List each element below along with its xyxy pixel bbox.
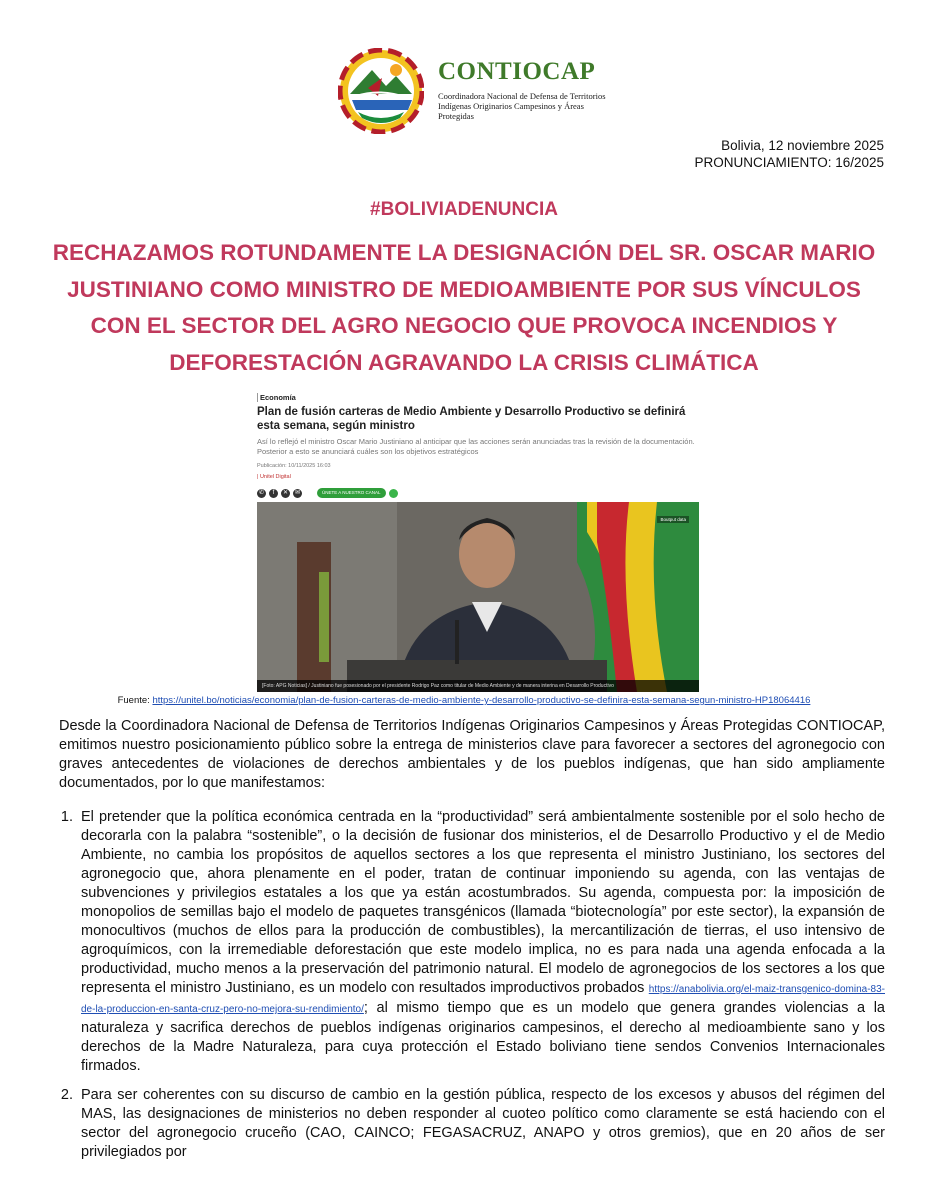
article-lead: Así lo reflejó el ministro Oscar Mario Justiniano al anticipar que las acciones serán anunciadas tras la revisión de la documentación. Posterior a esto se anunciará cuáles son los objetivos estratégicos <box>257 437 695 456</box>
x-icon: ✕ <box>282 489 289 496</box>
list-item <box>59 1086 885 1162</box>
list-item-number: 2. <box>60 1087 73 1103</box>
article-screenshot <box>254 386 702 694</box>
org-logo <box>338 48 606 134</box>
article-source: | Unitel Digital <box>257 474 291 480</box>
article-published: Publicación: 10/11/2025 16:03 <box>257 463 331 469</box>
photo-badge: Boutput data <box>657 516 689 523</box>
evidence-link[interactable]: https://anabolivia.org/el-maiz-transgenico-domina-83-de-la-produccion-en-santa-cruz-pero-no-mejora-su-rendimiento/ <box>81 984 885 1015</box>
hashtag: #BOLIVIADENUNCIA <box>370 199 558 220</box>
org-subtitle <box>438 91 608 121</box>
point-text: El pretender que la política económica centrada en la “productividad” será ambientalmente sostenible por el solo hecho de decorarla con la palabra “sostenible”, o la decisión de fusionar dos ministerios, el de Desarrollo Productivo y el de Medio Ambiente, no cambia los propósitos de aquellos sectores a los que representa el ministro Justiniano, los sectores del agronegocio que, ahora plenamente en el poder, tratan de continuar imponiendo su agenda, con las ventajas de subvenciones y privilegios estatales a los que ya están acostumbrados. Su agenda, compuesta por: la imposición de monopolios de semillas bajo el modelo de paquetes transgénicos (llamada “biotecnología” por este sector), la expansión de monocultivos (muchos de ellos para la producción de combustibles), la mercantilización de tierras, el uso intensivo de agroquímicos, con la irremediable deforestación que este modelo implica, no es para nada una agenda enfocada a la productividad, mucho menos a la preservación del patrimonio natural. El modelo de agronegocios de los sectores a los que representa el ministro Justiniano, es un modelo con resultados improductivos probados <box>81 809 885 996</box>
place-date: Bolivia, 12 noviembre 2025 <box>721 138 884 153</box>
headline: RECHAZAMOS ROTUNDAMENTE LA DESIGNACIÓN DEL SR. OSCAR MARIO JUSTINIANO COMO MINISTRO DE MEDIOAMBIENTE POR SUS VÍNCULOS CON EL SECTOR DEL AGRO NEGOCIO QUE PROVOCA INCENDIOS Y DEFORESTACIÓN AGRAVANDO LA CRISIS CLIMÁTICA <box>52 240 876 375</box>
join-channel-button: ÚNETE A NUESTRO CANAL <box>317 488 386 498</box>
minister-photo-illustration <box>257 502 699 692</box>
list-item <box>59 808 885 1076</box>
intro-paragraph <box>59 717 885 793</box>
article-section: Economía <box>257 393 296 402</box>
org-subtitle-line: Indígenas Originarios Campesinos y Áreas Protegidas <box>438 101 584 121</box>
article-title: Plan de fusión carteras de Medio Ambiente y Desarrollo Productivo se definirá esta semana, según ministro <box>257 406 686 432</box>
share-bar <box>257 487 398 499</box>
facebook-icon: f <box>269 489 278 498</box>
points-list <box>59 808 885 1162</box>
org-name: CONTIOCAP <box>438 58 596 85</box>
org-subtitle-line: Coordinadora Nacional de Defensa de Territorios <box>438 91 606 101</box>
source-label: Fuente: <box>117 695 153 706</box>
contiocap-emblem-icon <box>338 48 424 134</box>
list-item-number: 1. <box>60 809 73 825</box>
source-link[interactable]: https://unitel.bo/noticias/economia/plan-de-fusion-carteras-de-medio-ambiente-y-desarrollo-productivo-se-definira-esta-semana-segun-ministro-HP18064416 <box>152 695 811 706</box>
photo-caption: [Foto: APG Noticias] / Justiniano fue posesionado por el presidente Rodrigo Paz como titular de Medio Ambiente y de manera interina en Desarrollo Productivo <box>257 680 699 692</box>
whatsapp-channel-icon <box>389 489 398 498</box>
statement-number: PRONUNCIAMIENTO: 16/2025 <box>694 155 884 170</box>
source-line <box>0 695 928 706</box>
point-text: ; al mismo tiempo que es un modelo que genera grandes violencias a la naturaleza y sacrifica derechos de pueblos indígenas originarios campesinos, el derecho al medioambiente sano y los derechos de la Madre Naturaleza, para cuya protección el Estado boliviano tiene sendos Convenios Internacionales firmados. <box>81 1000 885 1074</box>
point-text: Para ser coherentes con su discurso de cambio en la gestión pública, respecto de los excesos y abusos del régimen del MAS, las designaciones de ministerios no deben responder al cuoteo político como claramente se está haciendo con el sector del agronegocio cruceño (CAO, CAINCO; FEGASACRUZ, ANAPO y otros gremios), que en 20 años de ser privilegiados por <box>81 1087 885 1160</box>
statement-meta <box>694 137 884 171</box>
article-photo <box>257 502 699 692</box>
intro-text: Desde la Coordinadora Nacional de Defensa de Territorios Indígenas Originarios Campesinos y Áreas Protegidas CONTIOCAP, emitimos nuestro posicionamiento público sobre la entrega de ministerios clave para favorecer a sectores del agronegocio con graves antecedentes de violaciones de derechos ambientales y de los pueblos indígenas, que han sido ampliamente documentados, por lo que manifestamos: <box>59 718 885 791</box>
mail-icon: ✉ <box>294 489 301 496</box>
whatsapp-icon: ✆ <box>258 489 265 496</box>
